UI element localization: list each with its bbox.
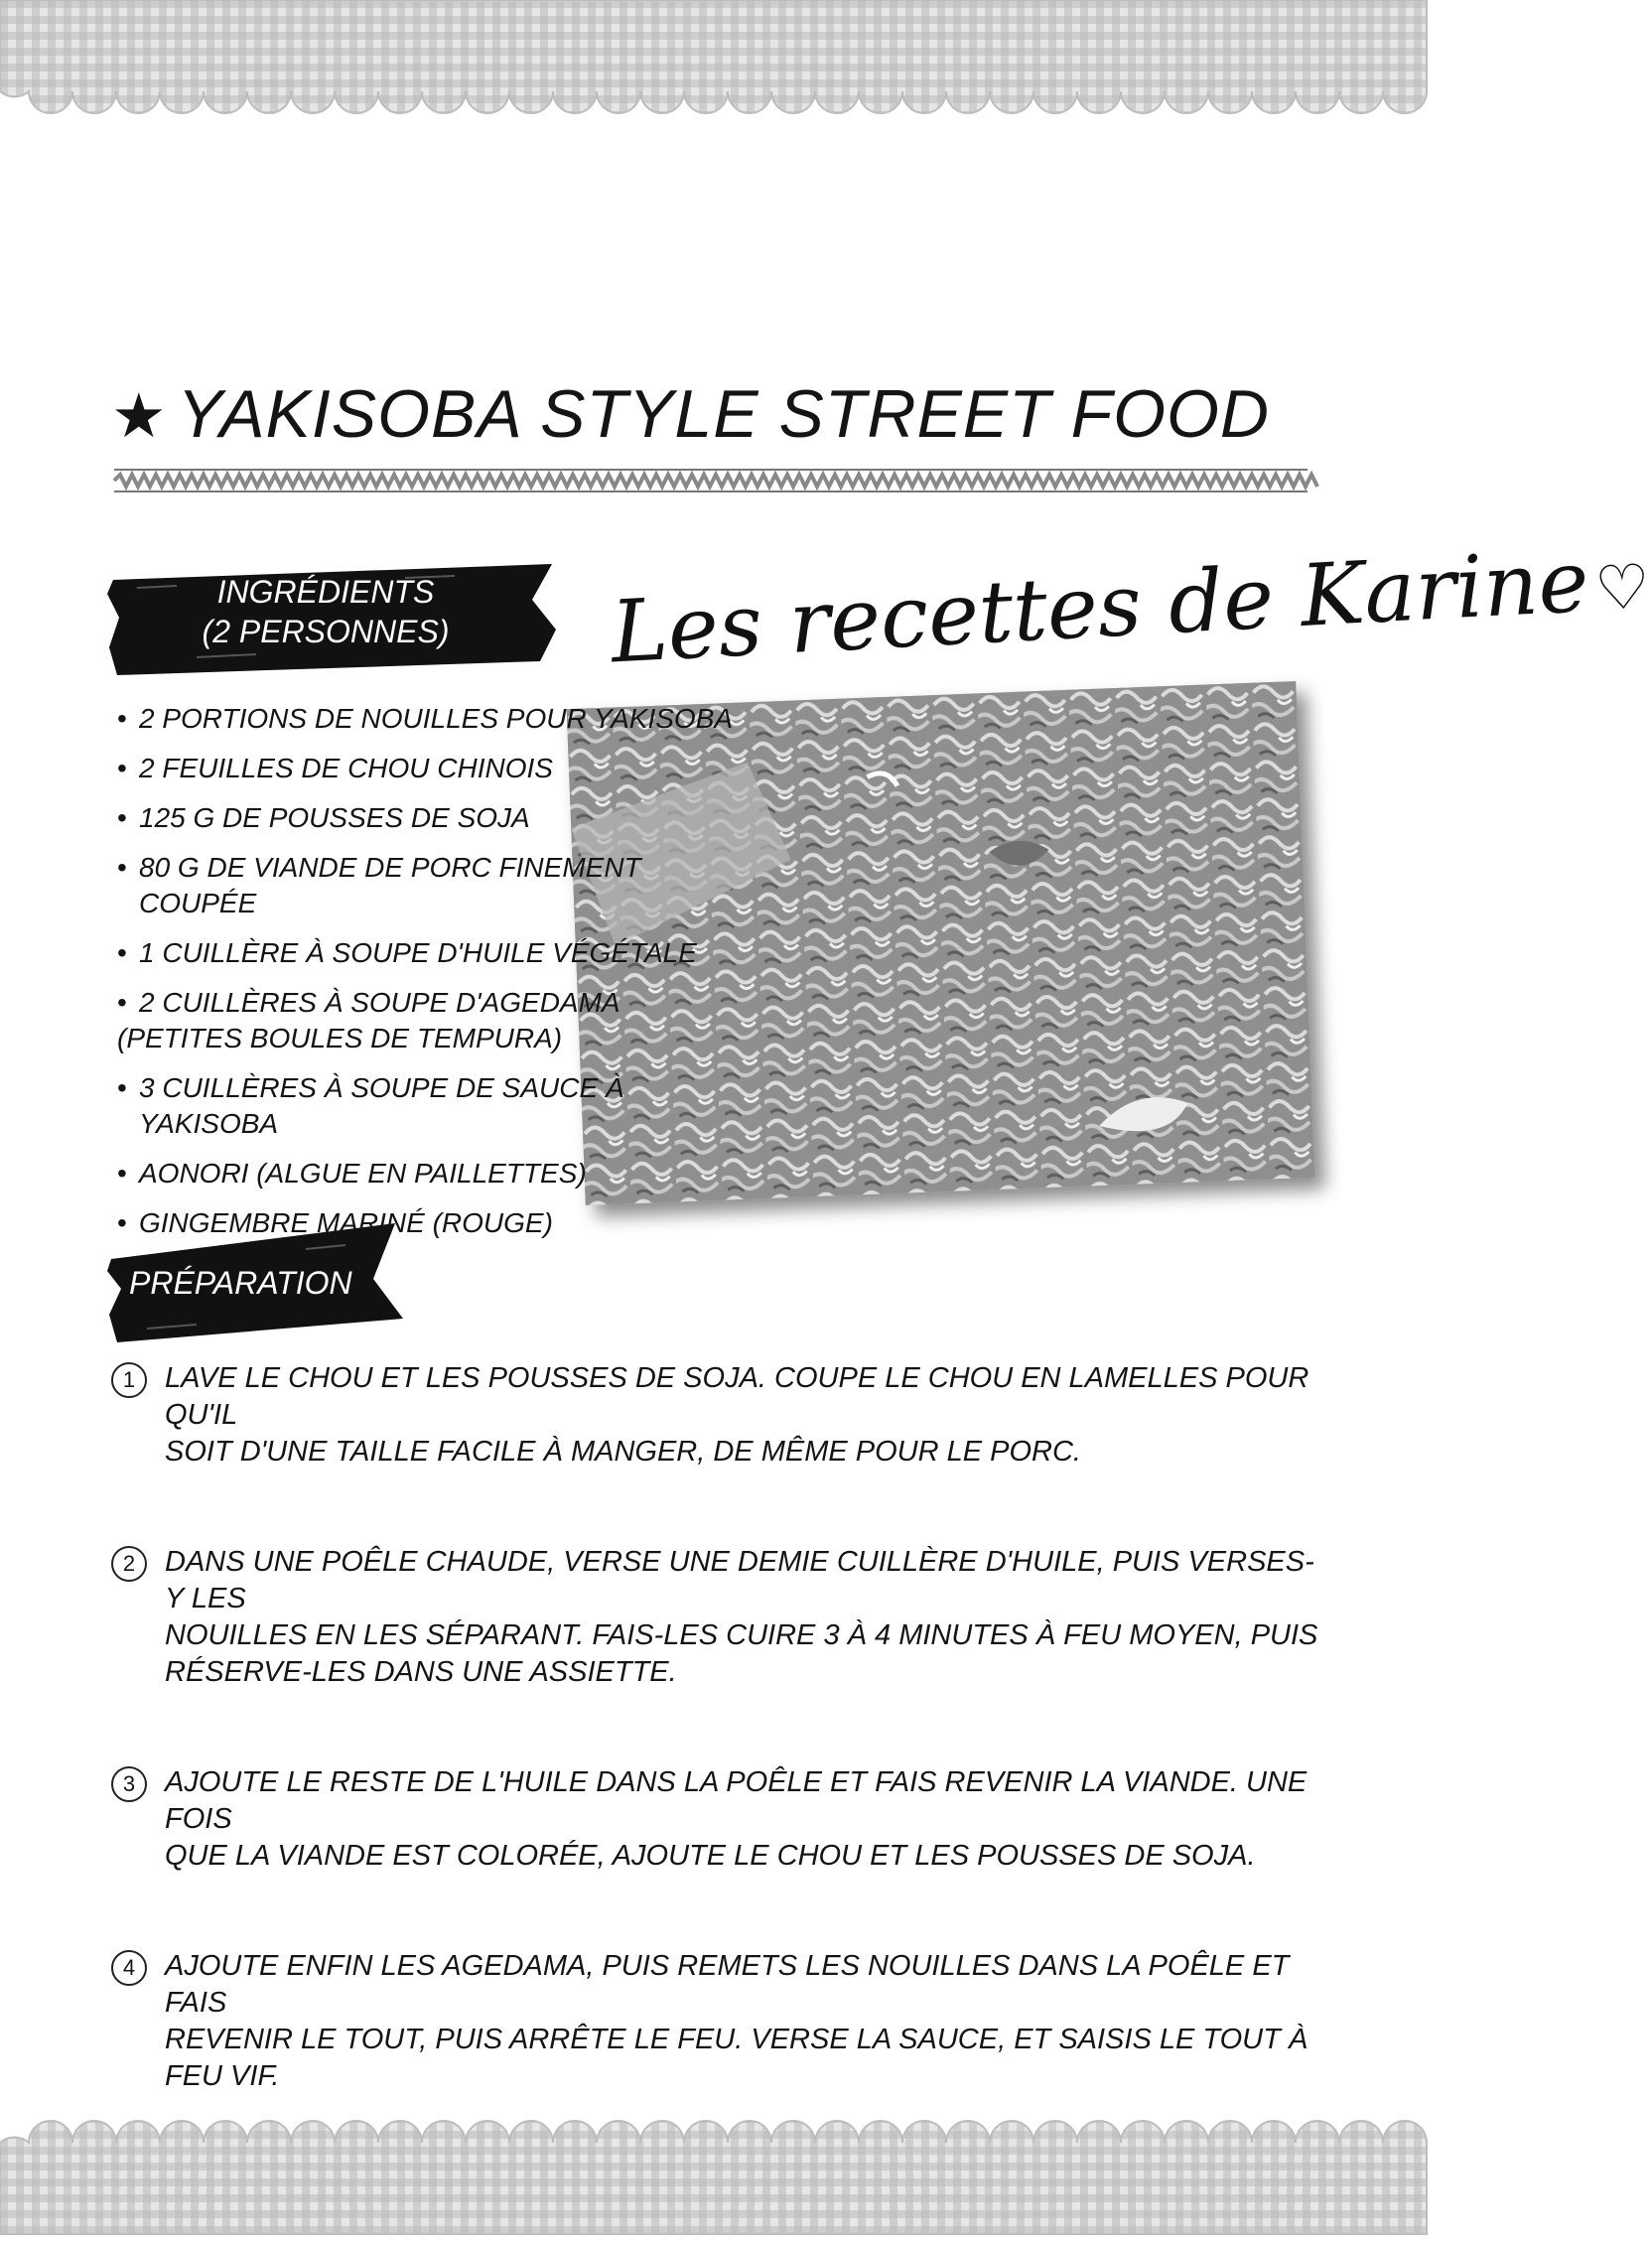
list-item: • GINGEMBRE MARINÉ (ROUGE): [117, 1205, 753, 1241]
list-item: • AONORI (ALGUE EN PAILLETTES): [117, 1156, 753, 1191]
step-number-badge: 2: [111, 1546, 147, 1582]
list-item: • 80 G DE VIANDE DE PORC FINEMENT COUPÉE: [117, 850, 753, 921]
heart-icon: ♡: [1592, 549, 1652, 626]
step-number-badge: 4: [111, 1950, 147, 1986]
series-script-text: Les recettes de Karine: [609, 531, 1591, 683]
list-item: • 2 CUILLÈRES À SOUPE D'AGEDAMA (PETITES BOULES DE TEMPURA): [117, 985, 753, 1056]
ingredient-note: (PETITES BOULES DE TEMPURA): [117, 1023, 563, 1053]
step-number-badge: 1: [111, 1362, 147, 1398]
title-underline-rule: [114, 467, 1308, 494]
preparation-banner: [107, 1219, 405, 1343]
step-item: 1 LAVE LE CHOU ET LES POUSSES DE SOJA. COUPE LE CHOU EN LAMELLES POUR QU'IL SOIT D'UNE TAILLE FACILE À MANGER, DE MÊME POUR LE PORC.: [111, 1360, 1332, 1471]
ingredients-banner: [107, 558, 559, 677]
step-item: 3 AJOUTE LE RESTE DE L'HUILE DANS LA POÊLE ET FAIS REVENIR LA VIANDE. UNE FOIS QUE LA VIANDE EST COLORÉE, AJOUTE LE CHOU ET LES POUSSES DE SOJA.: [111, 1764, 1332, 1875]
gingham-border-bottom: [0, 2110, 1427, 2234]
gingham-border-top: [0, 0, 1427, 124]
ingredients-banner-servings: (2 PERSONNES): [202, 614, 450, 649]
step-item: 2 DANS UNE POÊLE CHAUDE, VERSE UNE DEMIE CUILLÈRE D'HUILE, PUIS VERSES-Y LES NOUILLES EN LES SÉPARANT. FAIS-LES CUIRE 3 À 4 MINUTES À FEU MOYEN, PUIS RÉSERVE-LES DANS UNE ASSIETTE.: [111, 1544, 1332, 1691]
series-script-title: [609, 529, 1652, 683]
recipe-title-text: YAKISOBA STYLE STREET FOOD: [177, 376, 1271, 452]
list-item: • 3 CUILLÈRES À SOUPE DE SAUCE À YAKISOBA: [117, 1070, 753, 1142]
list-item: • 125 G DE POUSSES DE SOJA: [117, 800, 753, 836]
list-item: • 2 PORTIONS DE NOUILLES POUR YAKISOBA: [117, 701, 753, 737]
recipe-title: [111, 375, 1270, 453]
step-item: 4 AJOUTE ENFIN LES AGEDAMA, PUIS REMETS LES NOUILLES DANS LA POÊLE ET FAIS REVENIR LE TOUT, PUIS ARRÊTE LE FEU. VERSE LA SAUCE, ET SAISIS LE TOUT À FEU VIF.: [111, 1948, 1332, 2095]
ingredients-list: [117, 701, 753, 1255]
star-icon: ★: [111, 382, 168, 451]
ingredients-banner-title: INGRÉDIENTS: [216, 574, 435, 610]
step-number-badge: 3: [111, 1766, 147, 1802]
list-item: • 1 CUILLÈRE À SOUPE D'HUILE VÉGÉTALE: [117, 935, 753, 971]
list-item: • 2 FEUILLES DE CHOU CHINOIS: [117, 751, 753, 786]
preparation-banner-title: PRÉPARATION: [129, 1265, 352, 1301]
